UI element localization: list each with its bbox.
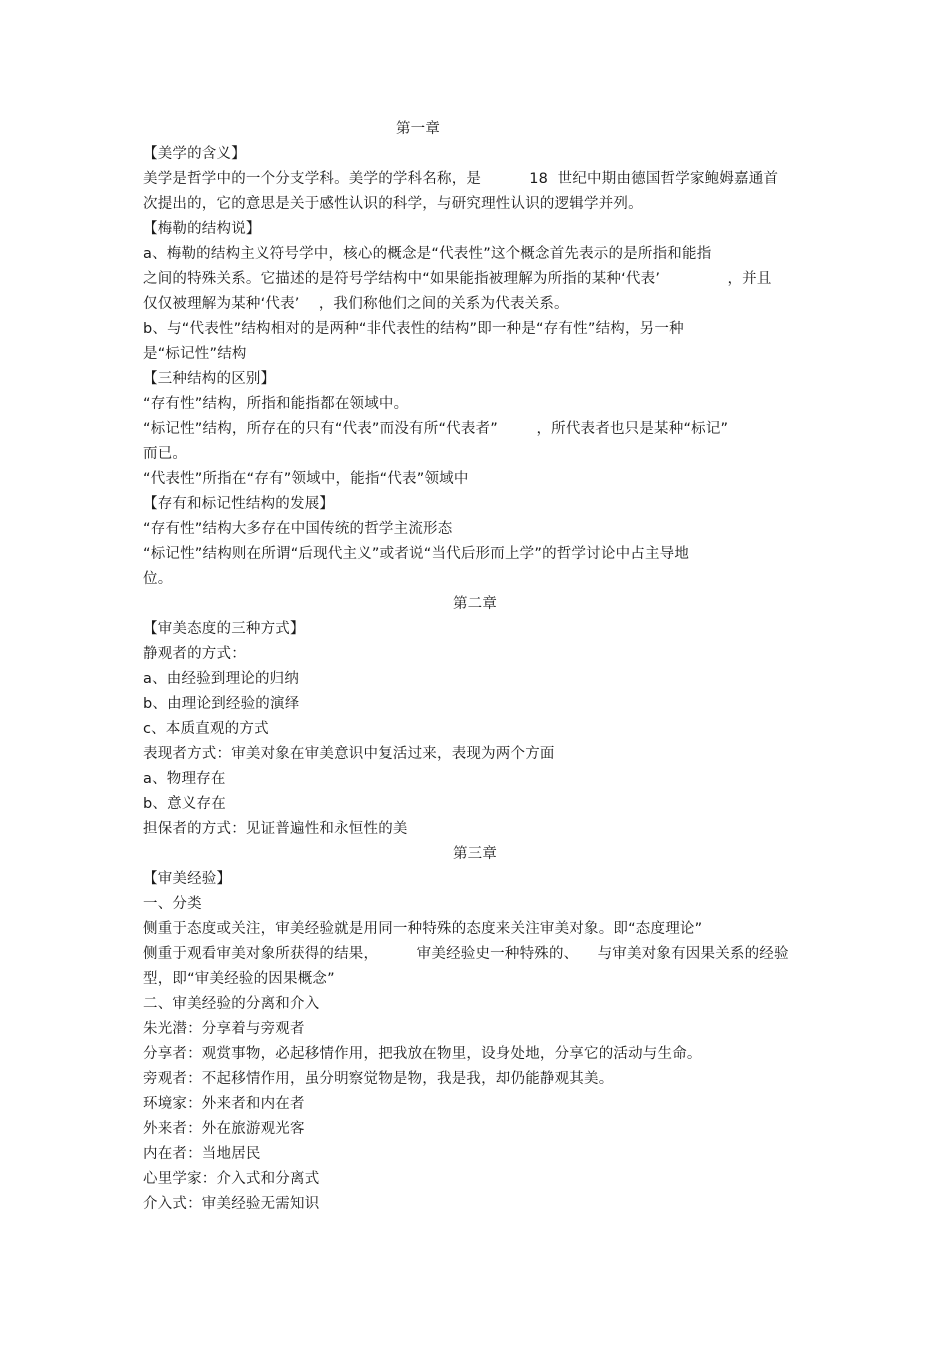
text-line: b、与“代表性”结构相对的是两种“非代表性的结构”即一种是“存有性”结构，另一种 [143, 321, 684, 337]
section-heading: 【审美经验】 [143, 871, 232, 887]
text-line: 美学是哲学中的一个分支学科。美学的学科名称，是 18 世纪中期由德国哲学家鲍姆嘉通首 [143, 171, 779, 187]
text-line: 外来者：外在旅游观光客 [143, 1121, 305, 1137]
text-line: “存有性”结构，所指和能指都在领域中。 [143, 396, 409, 412]
text-line: “存有性”结构大多存在中国传统的哲学主流形态 [143, 521, 453, 537]
text-line: 次提出的，它的意思是关于感性认识的科学，与研究理性认识的逻辑学并列。 [143, 196, 643, 212]
text-line: a、梅勒的结构主义符号学中，核心的概念是“代表性”这个概念首先表示的是所指和能指 [143, 246, 712, 262]
text-line: 心里学家：介入式和分离式 [143, 1171, 320, 1187]
text-line: 朱光潜：分享着与旁观者 [143, 1021, 305, 1037]
text-line: b、意义存在 [143, 796, 226, 812]
text-line: 之间的特殊关系。它描述的是符号学结构中“如果能指被理解为所指的某种‘代表’ ，并且 [143, 271, 772, 287]
text-line: 是“标记性”结构 [143, 346, 247, 362]
text-line: 型，即“审美经验的因果概念” [143, 971, 335, 987]
text-line: 旁观者：不起移情作用，虽分明察觉物是物，我是我，却仍能静观其美。 [143, 1071, 614, 1087]
text-line: b、由理论到经验的演绎 [143, 696, 300, 712]
text-line: a、物理存在 [143, 771, 226, 787]
text-line: 一、分类 [143, 896, 202, 912]
text-line: 而已。 [143, 446, 188, 462]
text-line: 表现者方式：审美对象在审美意识中复活过来，表现为两个方面 [143, 746, 555, 762]
text-line: “标记性”结构，所存在的只有“代表”而没有所“代表者” ，所代表者也只是某种“标记” [143, 421, 729, 437]
text-line: 内在者：当地居民 [143, 1146, 261, 1162]
text-line: 担保者的方式：见证普遍性和永恒性的美 [143, 821, 408, 837]
text-line: 位。 [143, 571, 173, 587]
text-line: 侧重于态度或关注，审美经验就是用同一种特殊的态度来关注审美对象。即“态度理论” [143, 921, 703, 937]
text-line: 环境家：外来者和内在者 [143, 1096, 305, 1112]
text-line: 分享者：观赏事物，必起移情作用，把我放在物里，设身处地，分享它的活动与生命。 [143, 1046, 702, 1062]
section-heading: 【存有和标记性结构的发展】 [143, 496, 335, 512]
text-line: “标记性”结构则在所谓“后现代主义”或者说“当代后形而上学”的哲学讨论中占主导地 [143, 546, 690, 562]
text-line: 仅仅被理解为某种‘代表’ ，我们称他们之间的关系为代表关系。 [143, 296, 569, 312]
chapter-heading: 第三章 [452, 846, 498, 862]
chapter-heading: 第二章 [452, 596, 498, 612]
section-heading: 【梅勒的结构说】 [143, 221, 261, 237]
section-heading: 【美学的含义】 [143, 146, 246, 162]
text-line: 侧重于观看审美对象所获得的结果， 审美经验史一种特殊的、 与审美对象有因果关系的经验 [143, 946, 789, 962]
section-heading: 【三种结构的区别】 [143, 371, 276, 387]
chapter-heading: 第一章 [395, 121, 441, 137]
text-line: a、由经验到理论的归纳 [143, 671, 300, 687]
section-heading: 【审美态度的三种方式】 [143, 621, 305, 637]
text-line: 静观者的方式： [143, 646, 246, 662]
text-line: “代表性”所指在“存有”领域中，能指“代表”领域中 [143, 471, 469, 487]
text-line: c、本质直观的方式 [143, 721, 269, 737]
text-line: 介入式：审美经验无需知识 [143, 1196, 320, 1212]
text-line: 二、审美经验的分离和介入 [143, 996, 320, 1012]
